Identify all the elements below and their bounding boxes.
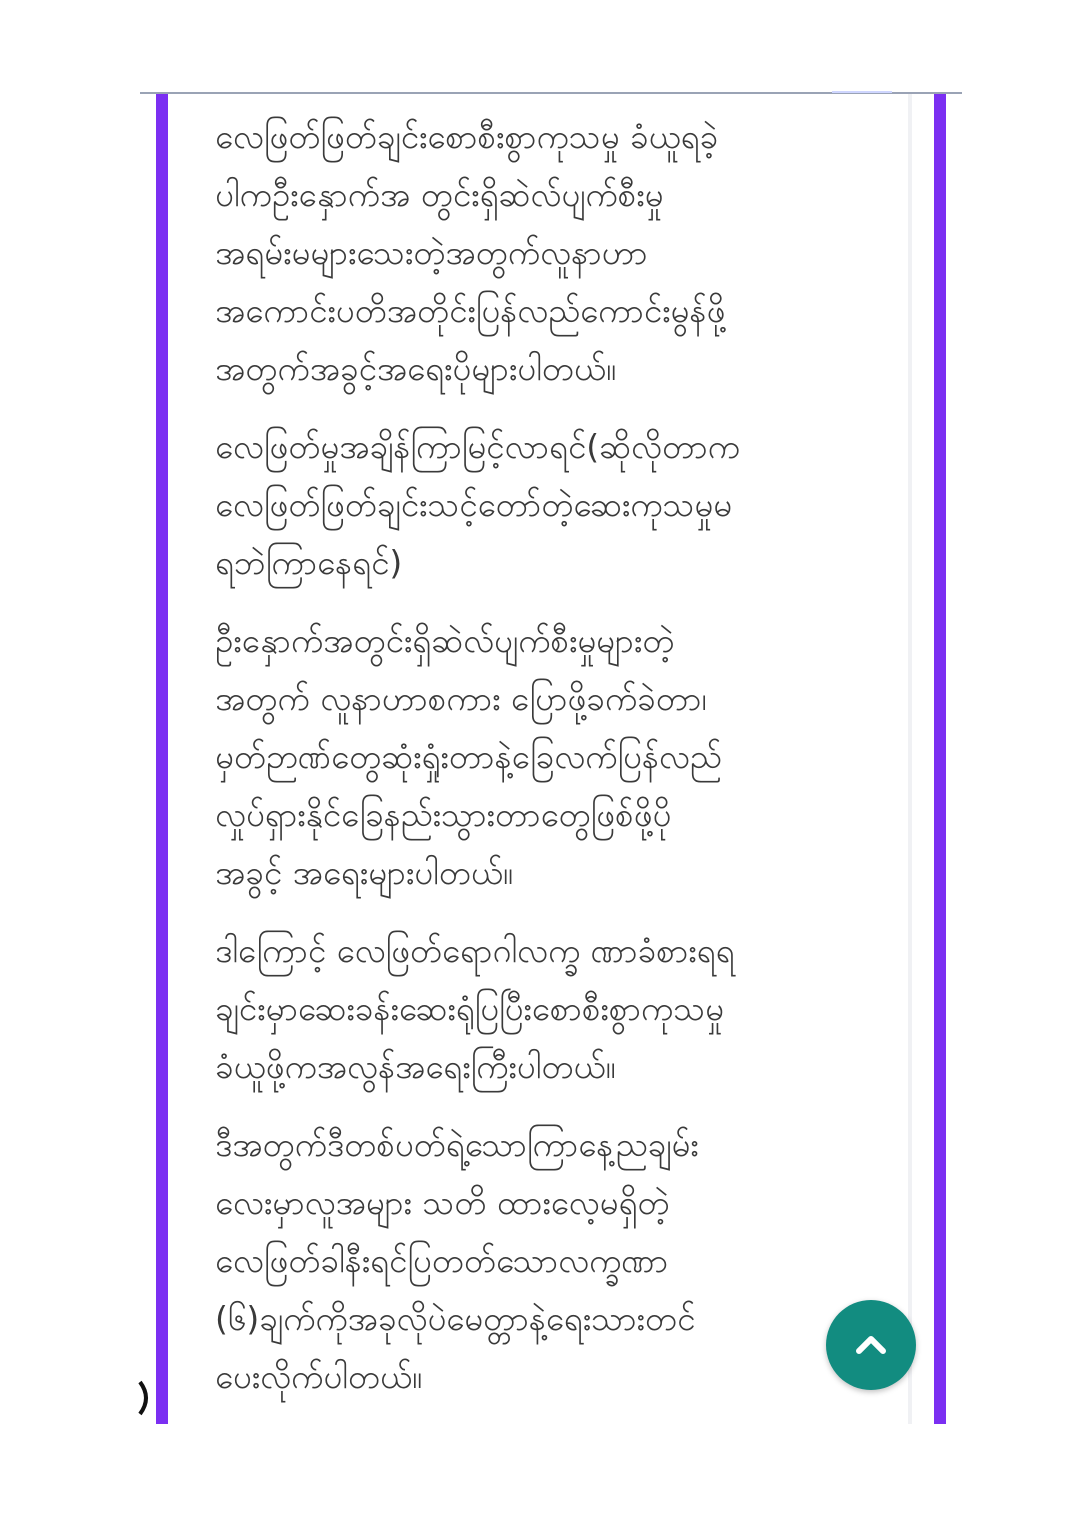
article-body: [215, 108, 905, 1424]
content-edge: [908, 94, 912, 1424]
partial-edge-icon: [138, 1378, 152, 1418]
chevron-up-icon: [849, 1323, 893, 1367]
paragraph: ဦးနှောက်အတွင်းရှိဆဲလ်ပျက်စီးမှုများတဲ့ အတွက် လူနာဟာစကား ပြောဖို့ခက်ခဲတာ၊ မှတ်ဉာဏ်တွေဆုံးရှုံးတာနဲ့ခြေလက်ပြန်လည် လှုပ်ရှားနိုင်ခြေနည်းသွားတာတွေဖြစ်ဖို့ပို အခွင့် အရေးများပါတယ်။: [215, 621, 722, 892]
paragraph: လေဖြတ်မှုအချိန်ကြာမြင့်လာရင်(ဆိုလိုတာက လေဖြတ်ဖြတ်ချင်းသင့်တော်တဲ့ဆေးကုသမှုမ ရဘဲကြာနေရင်): [215, 427, 740, 582]
scroll-to-top-button[interactable]: [826, 1300, 916, 1390]
paragraph: ဒီအတွက်ဒီတစ်ပတ်ရဲ့သောကြာနေ့ညချမ်း လေးမှာလူအများ သတိ ထားလေ့မရှိတဲ့ လေဖြတ်ခါနီးရင်ပြတတ်သောလက္ခဏာ (၆)ချက်ကိုအခုလိုပဲမေတ္တာနဲ့ရေးသားတင် ပေးလိုက်ပါတယ်။: [215, 1125, 699, 1396]
left-accent-border: [156, 94, 168, 1424]
top-divider-accent: [832, 91, 892, 93]
paragraph: လေဖြတ်ဖြတ်ချင်းစောစီးစွာကုသမှု ခံယူရခဲ့ ပါကဦးနှောက်အ တွင်းရှိဆဲလ်ပျက်စီးမှု အရမ်းမများသေးတဲ့အတွက်လူနာဟာ အကောင်းပတိအတိုင်းပြန်လည်ကောင်းမွန်ဖို့ အတွက်အခွင့်အရေးပိုများပါတယ်။: [215, 117, 726, 388]
right-accent-border: [934, 94, 946, 1424]
paragraph: ဒါကြောင့် လေဖြတ်ရောဂါလက္ခ ဏာခံစားရရ ချင်းမှာဆေးခန်းဆေးရုံပြပြီးစောစီးစွာကုသမှု ခံယူဖို့ကအလွန်အရေးကြီးပါတယ်။: [215, 931, 735, 1086]
